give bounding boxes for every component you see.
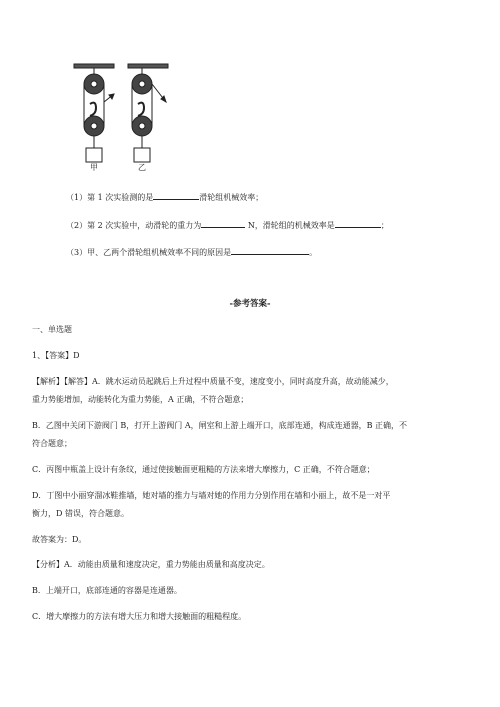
figure-label-yi: 乙 [138, 163, 146, 172]
analysis-line-4: 符合题意； [32, 439, 72, 448]
pulley-diagram [66, 62, 176, 174]
ceiling-left [74, 64, 114, 68]
blank-2 [201, 218, 245, 228]
analysis-line-5: C．丙图中瓶盖上设计有条纹，通过使接触面更粗糙的方法来增大摩擦力，C 正确，不符合题意； [32, 465, 375, 474]
analysis-line-2: 重力势能增加，动能转化为重力势能，A 正确，不符合题意； [32, 395, 249, 404]
conclusion: 故答案为：D。 [32, 535, 87, 544]
blank-1 [153, 190, 199, 200]
answer-line: 1、【答案】D [32, 351, 80, 360]
fenxi-line-2: B．上端开口，底部连通的容器是连通器。 [32, 586, 182, 595]
question-1: （1）第 1 次实验测的是 滑轮组机械效率； [66, 190, 263, 204]
question-3: （3）甲、乙两个滑轮组机械效率不同的原因是 。 [66, 245, 317, 259]
section-heading: 一、单选题 [32, 325, 72, 334]
analysis-line-6: D．丁图中小丽穿溜冰鞋推墙，她对墙的推力与墙对她的作用力分别作用在墙和小丽上，故不是一对平 [32, 491, 391, 500]
analysis-line-1: 【解析】【解答】A．跳水运动员起跳后上升过程中质量不变，速度变小，同时高度升高，故动能减少， [32, 377, 394, 386]
blank-3 [335, 218, 381, 228]
fenxi-line-3: C．增大摩擦力的方法有增大压力和增大接触面的粗糙程度。 [32, 612, 247, 621]
answer-title: -参考答案- [229, 299, 271, 309]
fenxi-line-1: 【分析】A．动能由质量和速度决定，重力势能由质量和高度决定。 [32, 560, 270, 569]
question-2: （2）第 2 次实验中，动滑轮的重力为 N，滑轮组的机械效率是 ； [66, 218, 389, 232]
analysis-line-7: 衡力，D 错误，符合题意。 [32, 509, 129, 518]
ceiling-right [128, 64, 168, 68]
weight-right [134, 148, 150, 162]
weight-left [86, 148, 102, 162]
blank-4 [231, 245, 309, 255]
analysis-line-3: B．乙图中关闭下游阀门 B，打开上游阀门 A，闸室和上游上端开口，底部连通，构成连通器，B 正确，不 [32, 421, 408, 430]
pulley-figure [66, 62, 176, 174]
figure-label-jia: 甲 [90, 163, 98, 172]
